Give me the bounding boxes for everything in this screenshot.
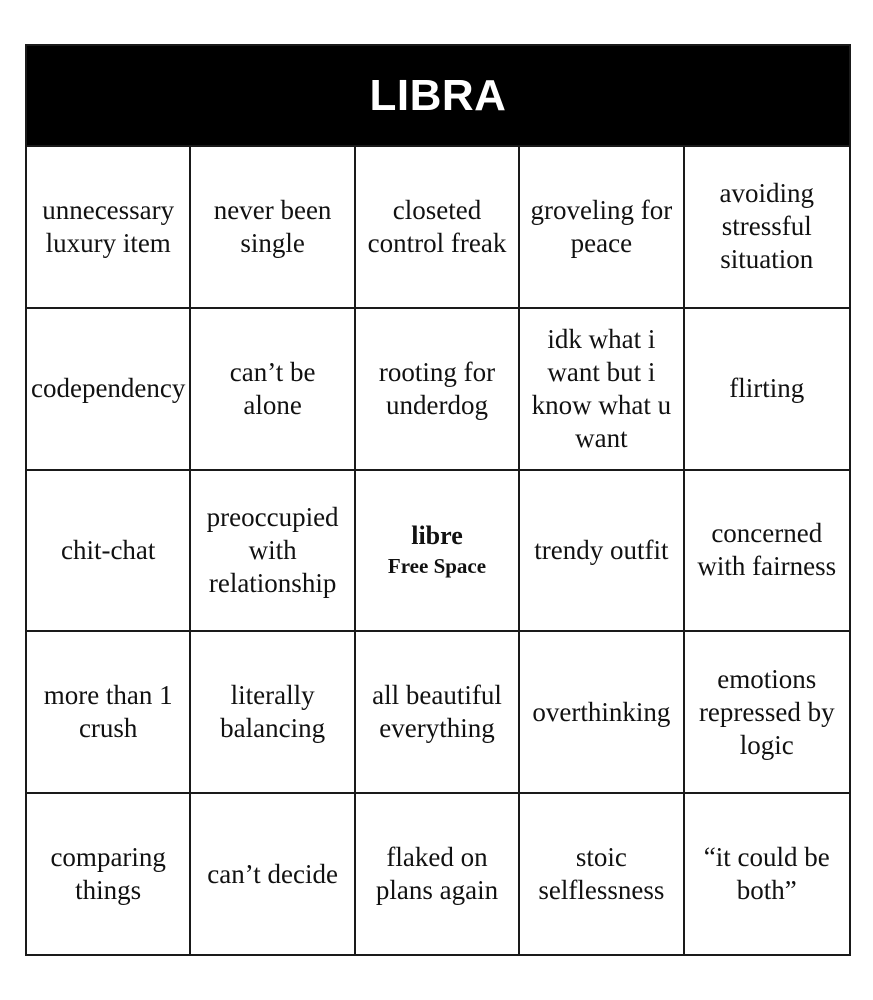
bingo-cell: flirting — [685, 307, 849, 469]
bingo-cell: never been single — [191, 145, 355, 307]
bingo-cell: more than 1 crush — [27, 630, 191, 792]
bingo-grid — [27, 145, 849, 954]
bingo-cell: stoic selflessness — [520, 792, 684, 954]
bingo-cell: emotions repressed by logic — [685, 630, 849, 792]
bingo-cell: can’t be alone — [191, 307, 355, 469]
board-title: LIBRA — [27, 46, 849, 145]
bingo-cell: “it could be both” — [685, 792, 849, 954]
bingo-cell: all beautiful everything — [356, 630, 520, 792]
bingo-cell: codependency — [27, 307, 191, 469]
bingo-cell: closeted control freak — [356, 145, 520, 307]
bingo-cell: flaked on plans again — [356, 792, 520, 954]
bingo-cell: preoccupied with relationship — [191, 469, 355, 631]
bingo-cell: comparing things — [27, 792, 191, 954]
bingo-cell: idk what i want but i know what u want — [520, 307, 684, 469]
bingo-cell: avoiding stressful situation — [685, 145, 849, 307]
free-space-label: Free Space — [387, 554, 487, 579]
bingo-cell: groveling for peace — [520, 145, 684, 307]
bingo-cell: unnecessary luxury item — [27, 145, 191, 307]
free-space-cell — [356, 469, 520, 631]
bingo-cell: concerned with fairness — [685, 469, 849, 631]
bingo-cell: overthinking — [520, 630, 684, 792]
bingo-cell: rooting for underdog — [356, 307, 520, 469]
free-space-title: libre — [411, 521, 463, 551]
bingo-cell: can’t decide — [191, 792, 355, 954]
bingo-cell: trendy outfit — [520, 469, 684, 631]
bingo-board — [25, 44, 851, 956]
bingo-cell: chit-chat — [27, 469, 191, 631]
bingo-cell: literally balancing — [191, 630, 355, 792]
